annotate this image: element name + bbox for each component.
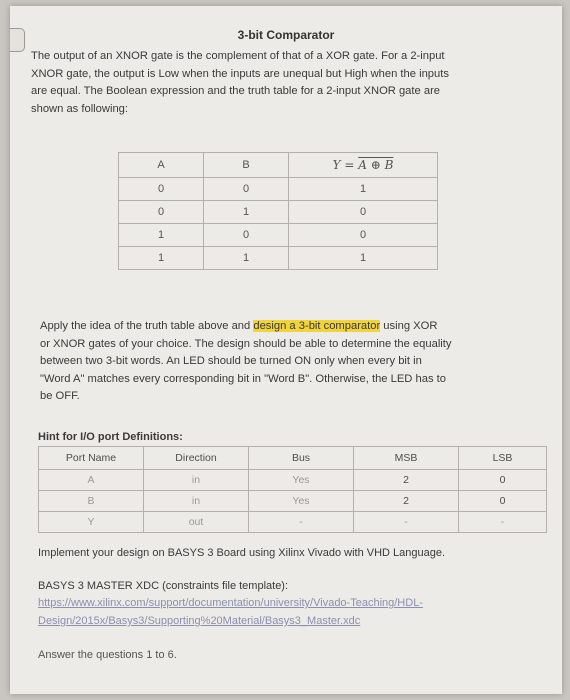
- intro-line: The output of an XNOR gate is the complement of that of a XOR gate. For a 2-input: [31, 50, 445, 62]
- cell: in: [144, 491, 249, 512]
- col-bus: Bus: [249, 447, 354, 470]
- task-paragraph: [40, 318, 452, 406]
- cell: -: [354, 512, 459, 533]
- task-text: using XOR: [380, 320, 438, 332]
- cell: 1: [289, 178, 438, 201]
- cell: 1: [119, 224, 204, 247]
- cell: Y: [39, 512, 144, 533]
- cell: B: [39, 491, 144, 512]
- table-row: [119, 247, 438, 270]
- cell: Yes: [249, 491, 354, 512]
- ports-header: [39, 447, 547, 470]
- cell: 0: [289, 224, 438, 247]
- page-title: 3-bit Comparator: [237, 28, 335, 42]
- cell: in: [144, 470, 249, 491]
- cell: 2: [354, 470, 459, 491]
- header-expression: [289, 153, 438, 178]
- cell: Yes: [249, 470, 354, 491]
- truth-table-header: [119, 153, 438, 178]
- table-row: [119, 178, 438, 201]
- intro-line: XNOR gate, the output is Low when the inputs are unequal but High when the inputs: [31, 67, 449, 80]
- cell: -: [459, 512, 547, 533]
- cell: out: [144, 512, 249, 533]
- cell: 2: [354, 491, 459, 512]
- cell: 0: [289, 201, 438, 224]
- cell: 0: [459, 491, 547, 512]
- col-msb: MSB: [354, 447, 459, 470]
- cell: 0: [119, 178, 204, 201]
- task-line: [40, 318, 452, 336]
- xdc-link-line1[interactable]: https://www.xilinx.com/support/documentation/university/Vivado-Teaching/HDL-: [38, 597, 423, 609]
- table-row: [39, 470, 547, 491]
- header-b: B: [204, 153, 289, 178]
- port-definitions-table: [38, 446, 547, 533]
- header-a: A: [119, 153, 204, 178]
- xdc-link-line2[interactable]: Design/2015x/Basys3/Supporting%20Material/Basys3_Master.xdc: [38, 615, 361, 627]
- highlighted-text: design a 3-bit comparator: [253, 320, 381, 332]
- cell: 0: [204, 178, 289, 201]
- task-line: be OFF.: [40, 390, 80, 402]
- cell: 0: [204, 224, 289, 247]
- basys-label: BASYS 3 MASTER XDC (constraints file template):: [38, 580, 289, 592]
- table-row: [119, 201, 438, 224]
- cell: 0: [119, 201, 204, 224]
- col-lsb: LSB: [459, 447, 547, 470]
- answer-instruction: Answer the questions 1 to 6.: [38, 649, 177, 661]
- table-row: [119, 224, 438, 247]
- document-page: [10, 6, 562, 694]
- cell: A: [39, 470, 144, 491]
- table-row: [39, 512, 547, 533]
- cell: 1: [289, 247, 438, 270]
- xnor-truth-table: [118, 152, 438, 270]
- intro-paragraph: [31, 48, 449, 118]
- expr-overlined: A ⊕ B: [358, 158, 394, 172]
- cell: 1: [204, 201, 289, 224]
- implement-instruction: Implement your design on BASYS 3 Board using Xilinx Vivado with VHD Language.: [38, 547, 446, 559]
- expr-left: Y =: [332, 158, 359, 172]
- task-line: between two 3-bit words. An LED should be turned ON only when every bit in: [40, 355, 422, 367]
- task-line: "Word A" matches every corresponding bit in "Word B". Otherwise, the LED has to: [40, 372, 446, 385]
- cell: 1: [204, 247, 289, 270]
- col-port-name: Port Name: [39, 447, 144, 470]
- col-direction: Direction: [144, 447, 249, 470]
- cell: 1: [119, 247, 204, 270]
- task-line: or XNOR gates of your choice. The design should be able to determine the equality: [40, 337, 452, 350]
- hint-label: Hint for I/O port Definitions:: [38, 431, 183, 443]
- intro-line: shown as following:: [31, 102, 129, 115]
- table-row: [39, 491, 547, 512]
- intro-line: are equal. The Boolean expression and the truth table for a 2-input XNOR gate are: [31, 85, 441, 97]
- cell: -: [249, 512, 354, 533]
- task-text: Apply the idea of the truth table above and: [40, 320, 254, 332]
- cell: 0: [459, 470, 547, 491]
